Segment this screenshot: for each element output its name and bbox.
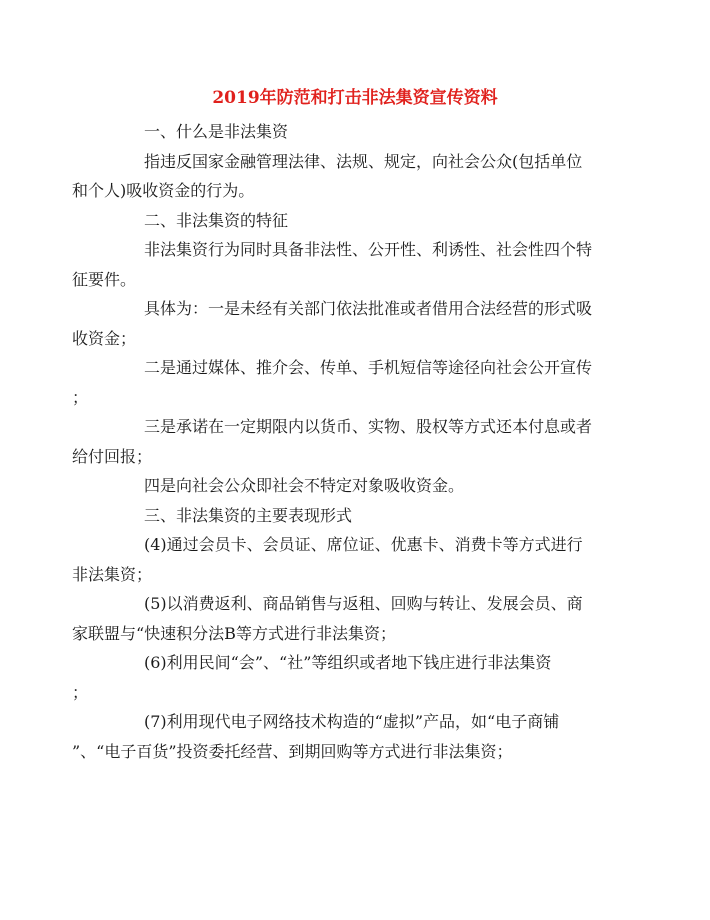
text-line: 二、非法集资的特征 bbox=[144, 210, 289, 230]
paragraph-four-elements bbox=[72, 235, 606, 294]
text-line: 和个人)吸收资金的行为。 bbox=[72, 181, 255, 200]
text-line: 三是承诺在一定期限内以货币、实物、股权等方式还本付息或者 bbox=[144, 417, 593, 436]
text-line: (4)通过会员卡、会员证、席位证、优惠卡、消费卡等方式进行 bbox=[144, 535, 583, 554]
text-line: 指违反国家金融管理法律、法规、规定，向社会公众(包括单位 bbox=[144, 151, 583, 171]
paragraph-specifics-two bbox=[72, 353, 606, 412]
heading-characteristics bbox=[108, 206, 606, 236]
heading-main-forms bbox=[108, 501, 606, 531]
text-line: 四是向社会公众即社会不特定对象吸收资金。 bbox=[144, 476, 465, 495]
text-line: ； bbox=[72, 387, 89, 407]
text-line: (7)利用现代电子网络技术构造的“虚拟”产品，如“电子商铺 bbox=[144, 712, 560, 731]
text-line: ； bbox=[72, 682, 89, 702]
text-line: 非法集资； bbox=[72, 564, 153, 584]
text-line: 三、非法集资的主要表现形式 bbox=[144, 505, 353, 525]
document-title: 2019年防范和打击非法集资宣传资料 bbox=[212, 88, 498, 108]
text-line: 具体为：一是未经有关部门依法批准或者借用合法经营的形式吸 bbox=[144, 299, 593, 318]
text-line: 二是通过媒体、推介会、传单、手机短信等途径向社会公开宣传 bbox=[144, 358, 593, 377]
text-line: ”、“电子百货”投资委托经营、到期回购等方式进行非法集资； bbox=[72, 741, 513, 761]
paragraph-form-5 bbox=[72, 589, 606, 648]
text-line: 家联盟与“快速积分法B等方式进行非法集资； bbox=[72, 623, 396, 643]
text-line: (5)以消费返利、商品销售与返租、回购与转让、发展会员、商 bbox=[144, 594, 583, 613]
paragraph-form-6 bbox=[72, 648, 606, 707]
paragraph-form-4 bbox=[72, 530, 606, 589]
text-line: 给付回报； bbox=[72, 446, 153, 466]
paragraph-definition bbox=[72, 147, 606, 206]
document-body bbox=[72, 117, 606, 766]
paragraph-form-7 bbox=[72, 707, 606, 766]
text-line: 收资金； bbox=[72, 328, 137, 348]
paragraph-specifics-four bbox=[108, 471, 606, 501]
text-line: 征要件。 bbox=[72, 269, 137, 289]
text-line: 一、什么是非法集资 bbox=[144, 122, 289, 141]
paragraph-specifics-one bbox=[72, 294, 606, 353]
paragraph-specifics-three bbox=[72, 412, 606, 471]
text-line: 非法集资行为同时具备非法性、公开性、利诱性、社会性四个特 bbox=[144, 240, 593, 259]
text-line: (6)利用民间“会”、“社”等组织或者地下钱庄进行非法集资 bbox=[144, 653, 552, 672]
heading-what-is-illegal-fundraising bbox=[108, 117, 606, 147]
